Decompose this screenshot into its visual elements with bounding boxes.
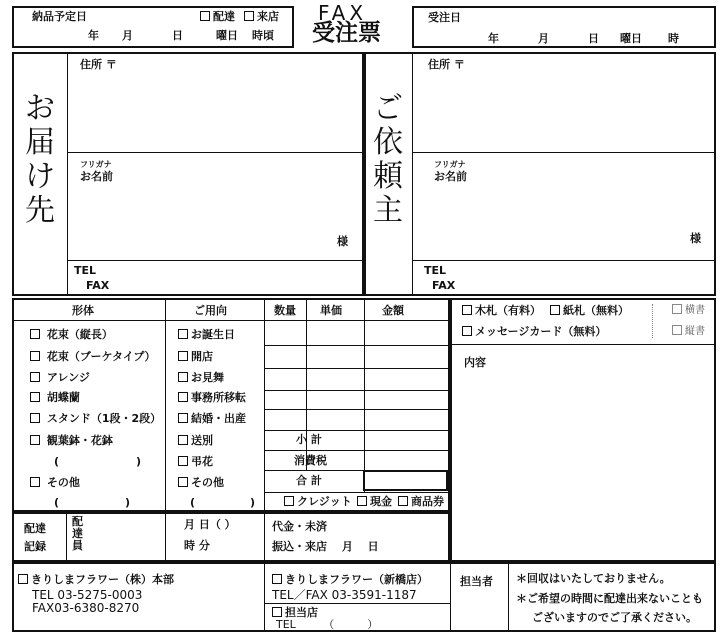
- delivery-record-label-1: 配達: [24, 522, 46, 535]
- received-hour: 時: [668, 32, 679, 45]
- form-other-note[interactable]: ( ): [54, 496, 131, 509]
- purpose-opening[interactable]: 開店: [178, 350, 213, 364]
- wood-tag-option[interactable]: 木札（有料）: [462, 304, 541, 318]
- branch-name: きりしまフラワー（新橋店）: [272, 573, 428, 587]
- delivery-day: 日: [172, 29, 183, 42]
- tax-label: 消費税: [294, 454, 327, 467]
- fax-title: FAX: [318, 1, 368, 25]
- qty-header: 数量: [274, 304, 296, 317]
- form-potted-note[interactable]: ( ): [54, 455, 142, 468]
- pay-credit[interactable]: クレジット: [284, 495, 352, 509]
- subtotal-label: 小 計: [296, 433, 322, 446]
- client-tel: TEL: [424, 264, 447, 277]
- recipient-address-label: 住所 〒: [80, 58, 117, 71]
- received-year: 年: [488, 32, 499, 45]
- recipient-fax: FAX: [86, 279, 110, 292]
- delivery-staff-label: 配達員: [72, 515, 83, 552]
- recipient-name-label: お名前: [80, 170, 113, 183]
- form-stand[interactable]: スタンド（1段・2段）: [30, 412, 161, 426]
- form-other[interactable]: その他: [30, 476, 80, 490]
- form-orchid[interactable]: 胡蝶蘭: [30, 391, 80, 405]
- note-no-collection: ＊回収はいたしておりません。: [516, 572, 671, 585]
- message-card-option[interactable]: メッセージカード（無料）: [462, 325, 606, 339]
- order-form-title: 受注票: [312, 20, 381, 46]
- purpose-header: ご用向: [194, 304, 227, 317]
- purpose-wedding-birth[interactable]: 結婚・出産: [178, 412, 246, 426]
- total-amount-cell[interactable]: [363, 470, 448, 491]
- client-address-label: 住所 〒: [428, 58, 465, 71]
- price-header: 単価: [320, 304, 342, 317]
- payment-status: 代金・未済: [272, 520, 327, 533]
- total-label: 合 計: [296, 474, 322, 487]
- purpose-condolence[interactable]: 弔花: [178, 455, 213, 469]
- hq-name: きりしまフラワー（株）本部: [18, 573, 174, 587]
- delivery-date-label: 納品予定日: [32, 10, 87, 23]
- received-date-label: 受注日: [428, 11, 461, 24]
- client-sama: 様: [690, 232, 701, 245]
- store-label: 担当店: [272, 606, 318, 620]
- purpose-other-note[interactable]: ( ): [190, 496, 256, 509]
- hq-fax: FAX03-6380-8270: [32, 601, 140, 615]
- purpose-birthday[interactable]: お誕生日: [178, 328, 235, 342]
- delivery-record-label-2: 記録: [24, 540, 46, 553]
- note-apology: ございますのでご了承ください。: [532, 611, 697, 624]
- amount-header: 金額: [382, 304, 404, 317]
- purpose-other[interactable]: その他: [178, 476, 224, 490]
- delivery-month: 月: [122, 29, 133, 42]
- form-potted[interactable]: 観葉鉢・花鉢: [30, 434, 113, 448]
- pay-voucher[interactable]: 商品券: [398, 495, 444, 509]
- store-tel: TEL （ ）: [276, 618, 379, 631]
- delivery-record-date: 月 日（ ）: [184, 518, 236, 531]
- purpose-farewell[interactable]: 送別: [178, 434, 213, 448]
- client-fax: FAX: [432, 279, 456, 292]
- delivery-opt-pickup[interactable]: 来店: [244, 10, 279, 24]
- payment-method: 振込・来店 月 日: [272, 540, 379, 553]
- vertical-option[interactable]: 縦書: [672, 325, 705, 339]
- delivery-time: 時頃: [252, 29, 274, 42]
- recipient-furigana: フリガナ: [80, 160, 112, 169]
- purpose-office-move[interactable]: 事務所移転: [178, 391, 246, 405]
- note-delivery-time: ＊ご希望の時間に配達出来ないことも: [516, 592, 703, 605]
- content-label: 内容: [464, 356, 486, 369]
- form-arrange[interactable]: アレンジ: [30, 371, 90, 385]
- received-weekday: 曜日: [620, 32, 642, 45]
- form-bouquet-long[interactable]: 花束（縦長）: [30, 328, 113, 342]
- client-name-label: お名前: [434, 170, 467, 183]
- form-bouquet[interactable]: 花束（ブーケタイプ）: [30, 350, 156, 364]
- received-month: 月: [538, 32, 549, 45]
- paper-tag-option[interactable]: 紙札（無料）: [550, 304, 629, 318]
- staff-label: 担当者: [460, 575, 493, 588]
- hq-tel: TEL 03-5275-0003: [32, 588, 143, 602]
- delivery-year: 年: [88, 29, 99, 42]
- delivery-record-time: 時 分: [184, 539, 210, 552]
- client-title: ご 依 頼 主: [373, 91, 403, 228]
- recipient-sama: 様: [337, 235, 348, 248]
- recipient-tel: TEL: [74, 264, 97, 277]
- horizontal-option[interactable]: 横書: [672, 304, 705, 318]
- branch-telfax: TEL／FAX 03-3591-1187: [272, 588, 417, 602]
- recipient-title: お 届 け 先: [25, 91, 55, 228]
- form-header: 形体: [72, 304, 94, 317]
- delivery-opt-delivery[interactable]: 配達: [200, 10, 235, 24]
- pay-cash[interactable]: 現金: [357, 495, 392, 509]
- purpose-get-well[interactable]: お見舞: [178, 371, 224, 385]
- received-day: 日: [588, 32, 599, 45]
- delivery-weekday: 曜日: [216, 29, 238, 42]
- client-furigana: フリガナ: [434, 160, 466, 169]
